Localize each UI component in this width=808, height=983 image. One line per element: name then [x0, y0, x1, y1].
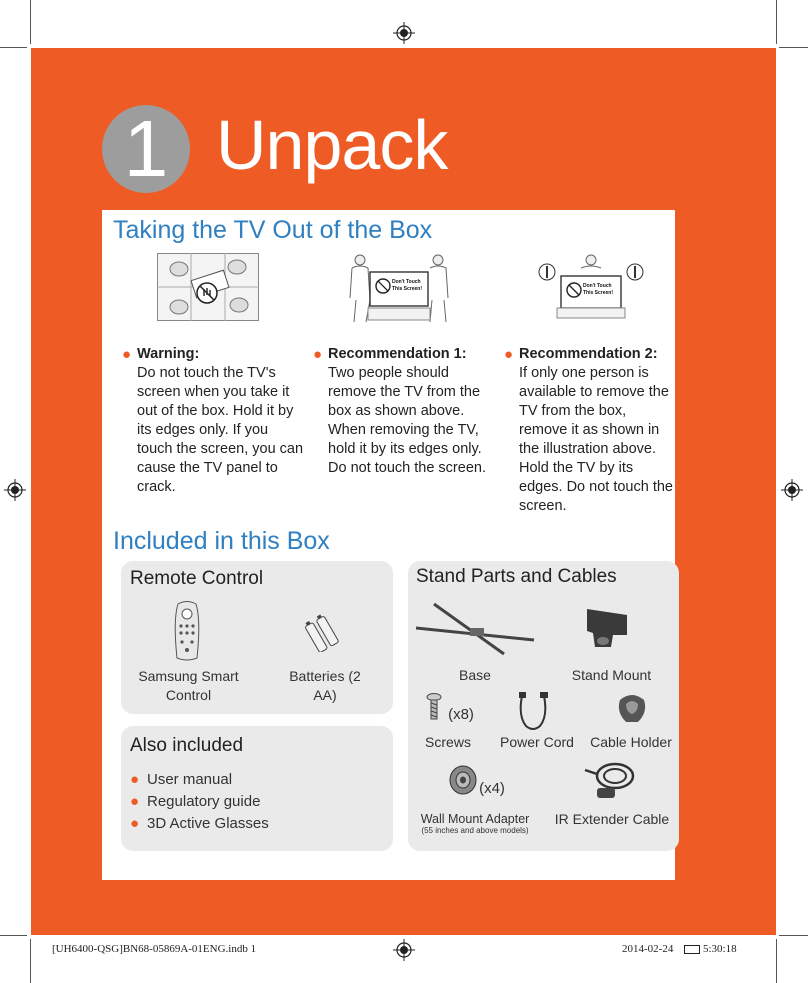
- crop-mark: [779, 47, 808, 48]
- wall-mount-adapter-icon: [448, 764, 478, 798]
- note-heading: Warning:: [137, 346, 200, 362]
- footer-date: 2014-02-24: [622, 943, 674, 955]
- batteries-caption: Batteries (2 AA): [289, 668, 361, 703]
- page-title: Unpack: [216, 106, 448, 184]
- section-title-included: Included in this Box: [113, 527, 330, 555]
- registration-mark-icon: [4, 479, 26, 501]
- list-item: [130, 813, 269, 835]
- bullet-icon: ●: [130, 771, 140, 788]
- power-cord-icon: [516, 692, 550, 732]
- wall-mount-adapter-note: (55 inches and above models): [421, 826, 529, 835]
- registration-mark-icon: [781, 479, 803, 501]
- remote-control-title: Remote Control: [130, 568, 264, 589]
- note-heading: Recommendation 1:: [328, 346, 467, 362]
- cable-holder-icon: [614, 692, 650, 728]
- note-heading: Recommendation 2:: [519, 346, 658, 362]
- bullet-icon: ●: [504, 346, 514, 363]
- svg-text:This Screen!: This Screen!: [392, 286, 423, 292]
- recommendation-2-note: [504, 345, 674, 516]
- ir-extender-cable-icon: [583, 756, 639, 804]
- section-title-out-of-box: Taking the TV Out of the Box: [113, 216, 433, 244]
- base-caption: Base: [459, 667, 491, 683]
- also-included-title: Also included: [130, 735, 244, 756]
- crop-mark: [776, 939, 777, 983]
- svg-text:Don't Touch: Don't Touch: [583, 283, 612, 289]
- batteries-icon: [304, 612, 344, 652]
- crop-mark: [30, 939, 31, 983]
- registration-mark-icon: [393, 22, 415, 44]
- stand-mount-caption: Stand Mount: [571, 667, 652, 683]
- list-item-text: Regulatory guide: [147, 793, 261, 810]
- note-body: Two people should remove the TV from the box as shown above. When removing the TV, hold it by its edges only. Do not touch the screen.: [328, 365, 486, 476]
- svg-text:This Screen!: This Screen!: [583, 290, 614, 296]
- ir-extender-caption: IR Extender Cable: [554, 811, 670, 827]
- bullet-icon: ●: [130, 793, 140, 810]
- list-item-text: 3D Active Glasses: [147, 815, 269, 832]
- two-person-illustration: [346, 250, 452, 325]
- bullet-icon: ●: [122, 346, 132, 363]
- power-cord-caption: Power Cord: [500, 734, 574, 750]
- crop-mark: [30, 0, 31, 44]
- list-item-text: User manual: [147, 771, 233, 788]
- also-included-list: [130, 769, 269, 835]
- crop-mark: [0, 935, 27, 936]
- wall-mount-adapter-caption: Wall Mount Adapter: [420, 812, 530, 826]
- warning-illustration: [157, 253, 259, 321]
- crop-mark: [0, 47, 27, 48]
- crop-mark: [779, 935, 808, 936]
- note-body: Do not touch the TV's screen when you take it out of the box. Hold it by its edges only. If you touch the screen, you can cause the TV panel to crack.: [137, 365, 304, 495]
- footer-unknown-glyph: [684, 945, 700, 954]
- list-item: [130, 769, 269, 791]
- registration-mark-icon: [393, 939, 415, 961]
- svg-text:Don't Touch: Don't Touch: [392, 279, 421, 285]
- screws-caption: Screws: [425, 734, 471, 750]
- crop-mark: [776, 0, 777, 44]
- stand-mount-icon: [583, 605, 633, 650]
- warning-note: [122, 345, 307, 497]
- screw-icon: [425, 693, 443, 721]
- bullet-icon: ●: [313, 346, 323, 363]
- smart-control-caption: Samsung Smart Control: [138, 668, 239, 703]
- smart-control-remote-icon: [170, 600, 204, 662]
- stand-parts-title: Stand Parts and Cables: [416, 566, 617, 587]
- footer-file-name: [UH6400-QSG]BN68-05869A-01ENG.indb 1: [52, 943, 257, 955]
- step-number-badge: 1: [102, 105, 190, 193]
- cable-holder-caption: Cable Holder: [590, 734, 672, 750]
- one-person-illustration: [537, 252, 645, 322]
- base-icon: [414, 598, 536, 658]
- wall-mount-quantity: (x4): [479, 780, 505, 797]
- footer-time: 5:30:18: [703, 943, 737, 955]
- screws-quantity: (x8): [448, 706, 474, 723]
- list-item: [130, 791, 269, 813]
- recommendation-1-note: [313, 345, 498, 478]
- note-body: If only one person is available to remove the TV from the box, remove it as shown in the illustration above. Hold the TV by its edges. Do not touch the screen.: [519, 365, 673, 514]
- bullet-icon: ●: [130, 815, 140, 832]
